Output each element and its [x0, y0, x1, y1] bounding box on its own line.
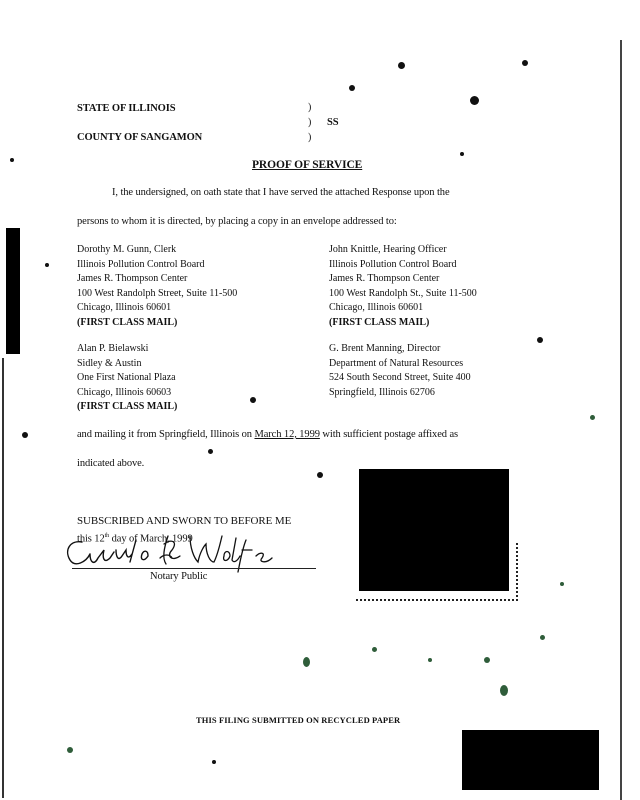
scan-speck — [428, 658, 432, 662]
signature-line — [72, 568, 316, 569]
scan-speck — [500, 685, 508, 696]
recipient-method: (FIRST CLASS MAIL) — [329, 316, 430, 328]
scan-speck — [250, 397, 256, 403]
scan-edge-line — [2, 358, 4, 798]
recipient-line: Illinois Pollution Control Board — [329, 258, 457, 270]
recipient-block — [77, 243, 237, 331]
scan-speck — [317, 472, 323, 478]
jurat-day-rest: day of March, 1999 — [109, 533, 193, 545]
scan-speck — [470, 96, 479, 105]
recipient-line: Chicago, Illinois 60601 — [77, 302, 172, 314]
scan-edge-line-right — [620, 40, 622, 800]
mailing-text: with sufficient postage affixed as — [319, 429, 458, 440]
scan-speck — [22, 432, 28, 438]
scan-speck — [372, 647, 377, 652]
recipient-line: Chicago, Illinois 60603 — [77, 386, 172, 398]
scan-speck — [208, 449, 213, 454]
mailing-statement-end: indicated above. — [77, 458, 145, 469]
scan-speck — [590, 415, 595, 420]
caption-county: COUNTY OF SANGAMON — [77, 132, 203, 143]
scan-speck — [522, 60, 528, 66]
caption-brace: ) — [308, 117, 312, 128]
scan-speck — [460, 152, 464, 156]
scan-speck — [349, 85, 355, 91]
recipient-line: 524 South Second Street, Suite 400 — [329, 372, 471, 384]
recipient-line: 100 West Randolph St., Suite 11-500 — [329, 287, 477, 299]
recipient-line: James R. Thompson Center — [77, 273, 188, 285]
scan-speck — [45, 263, 49, 267]
jurat-day-suffix: th — [104, 533, 110, 539]
scan-speck — [560, 582, 564, 586]
recycled-paper-notice: THIS FILING SUBMITTED ON RECYCLED PAPER — [196, 715, 401, 725]
scan-edge-redaction — [6, 228, 20, 354]
recipient-line: One First National Plaza — [77, 372, 176, 384]
scan-speck — [67, 747, 73, 753]
scan-speck — [398, 62, 405, 69]
scan-speck — [303, 657, 310, 667]
caption-brace: ) — [308, 102, 312, 113]
caption-brace: ) — [308, 132, 312, 143]
recipient-name: Dorothy M. Gunn, Clerk — [77, 244, 177, 255]
notary-label: Notary Public — [150, 571, 208, 582]
recipient-line: James R. Thompson Center — [329, 273, 440, 285]
mailing-date: March 12, 1999 — [254, 429, 320, 440]
recipient-name: G. Brent Manning, Director — [329, 343, 441, 354]
scan-speck — [10, 158, 14, 162]
recipient-line: Illinois Pollution Control Board — [77, 258, 205, 270]
recipient-block — [329, 243, 477, 331]
scan-speck — [540, 635, 545, 640]
scan-speck — [484, 657, 490, 663]
intro-line-1: I, the undersigned, on oath state that I have served the attached Response upon the — [112, 187, 450, 198]
recipient-method: (FIRST CLASS MAIL) — [77, 316, 178, 328]
caption-state: STATE OF ILLINOIS — [77, 103, 176, 114]
recipient-line: 100 West Randolph Street, Suite 11-500 — [77, 287, 238, 299]
recipient-block — [329, 342, 471, 400]
mailing-statement — [77, 429, 458, 441]
recipient-name: Alan P. Bielawski — [77, 343, 149, 354]
recipient-name: John Knittle, Hearing Officer — [329, 244, 447, 255]
notary-seal-redaction — [359, 469, 509, 591]
mailing-text: and mailing it from Springfield, Illinois on — [77, 429, 255, 440]
recipient-line: Department of Natural Resources — [329, 357, 464, 369]
recipient-line: Sidley & Austin — [77, 357, 142, 369]
recipient-method: (FIRST CLASS MAIL) — [77, 401, 178, 413]
jurat-sworn: SUBSCRIBED AND SWORN TO BEFORE ME — [77, 515, 292, 527]
recipient-line: Chicago, Illinois 60601 — [329, 302, 424, 314]
recipient-block — [77, 342, 177, 415]
document-title: PROOF OF SERVICE — [252, 159, 363, 171]
footer-redaction — [462, 730, 599, 790]
jurat-day: this 12 — [77, 533, 105, 545]
caption-ss: SS — [327, 117, 339, 128]
intro-line-2: persons to whom it is directed, by placing a copy in an envelope addressed to: — [77, 216, 397, 227]
scan-speck — [212, 760, 216, 764]
scan-speck — [537, 337, 543, 343]
recipient-line: Springfield, Illinois 62706 — [329, 386, 435, 398]
